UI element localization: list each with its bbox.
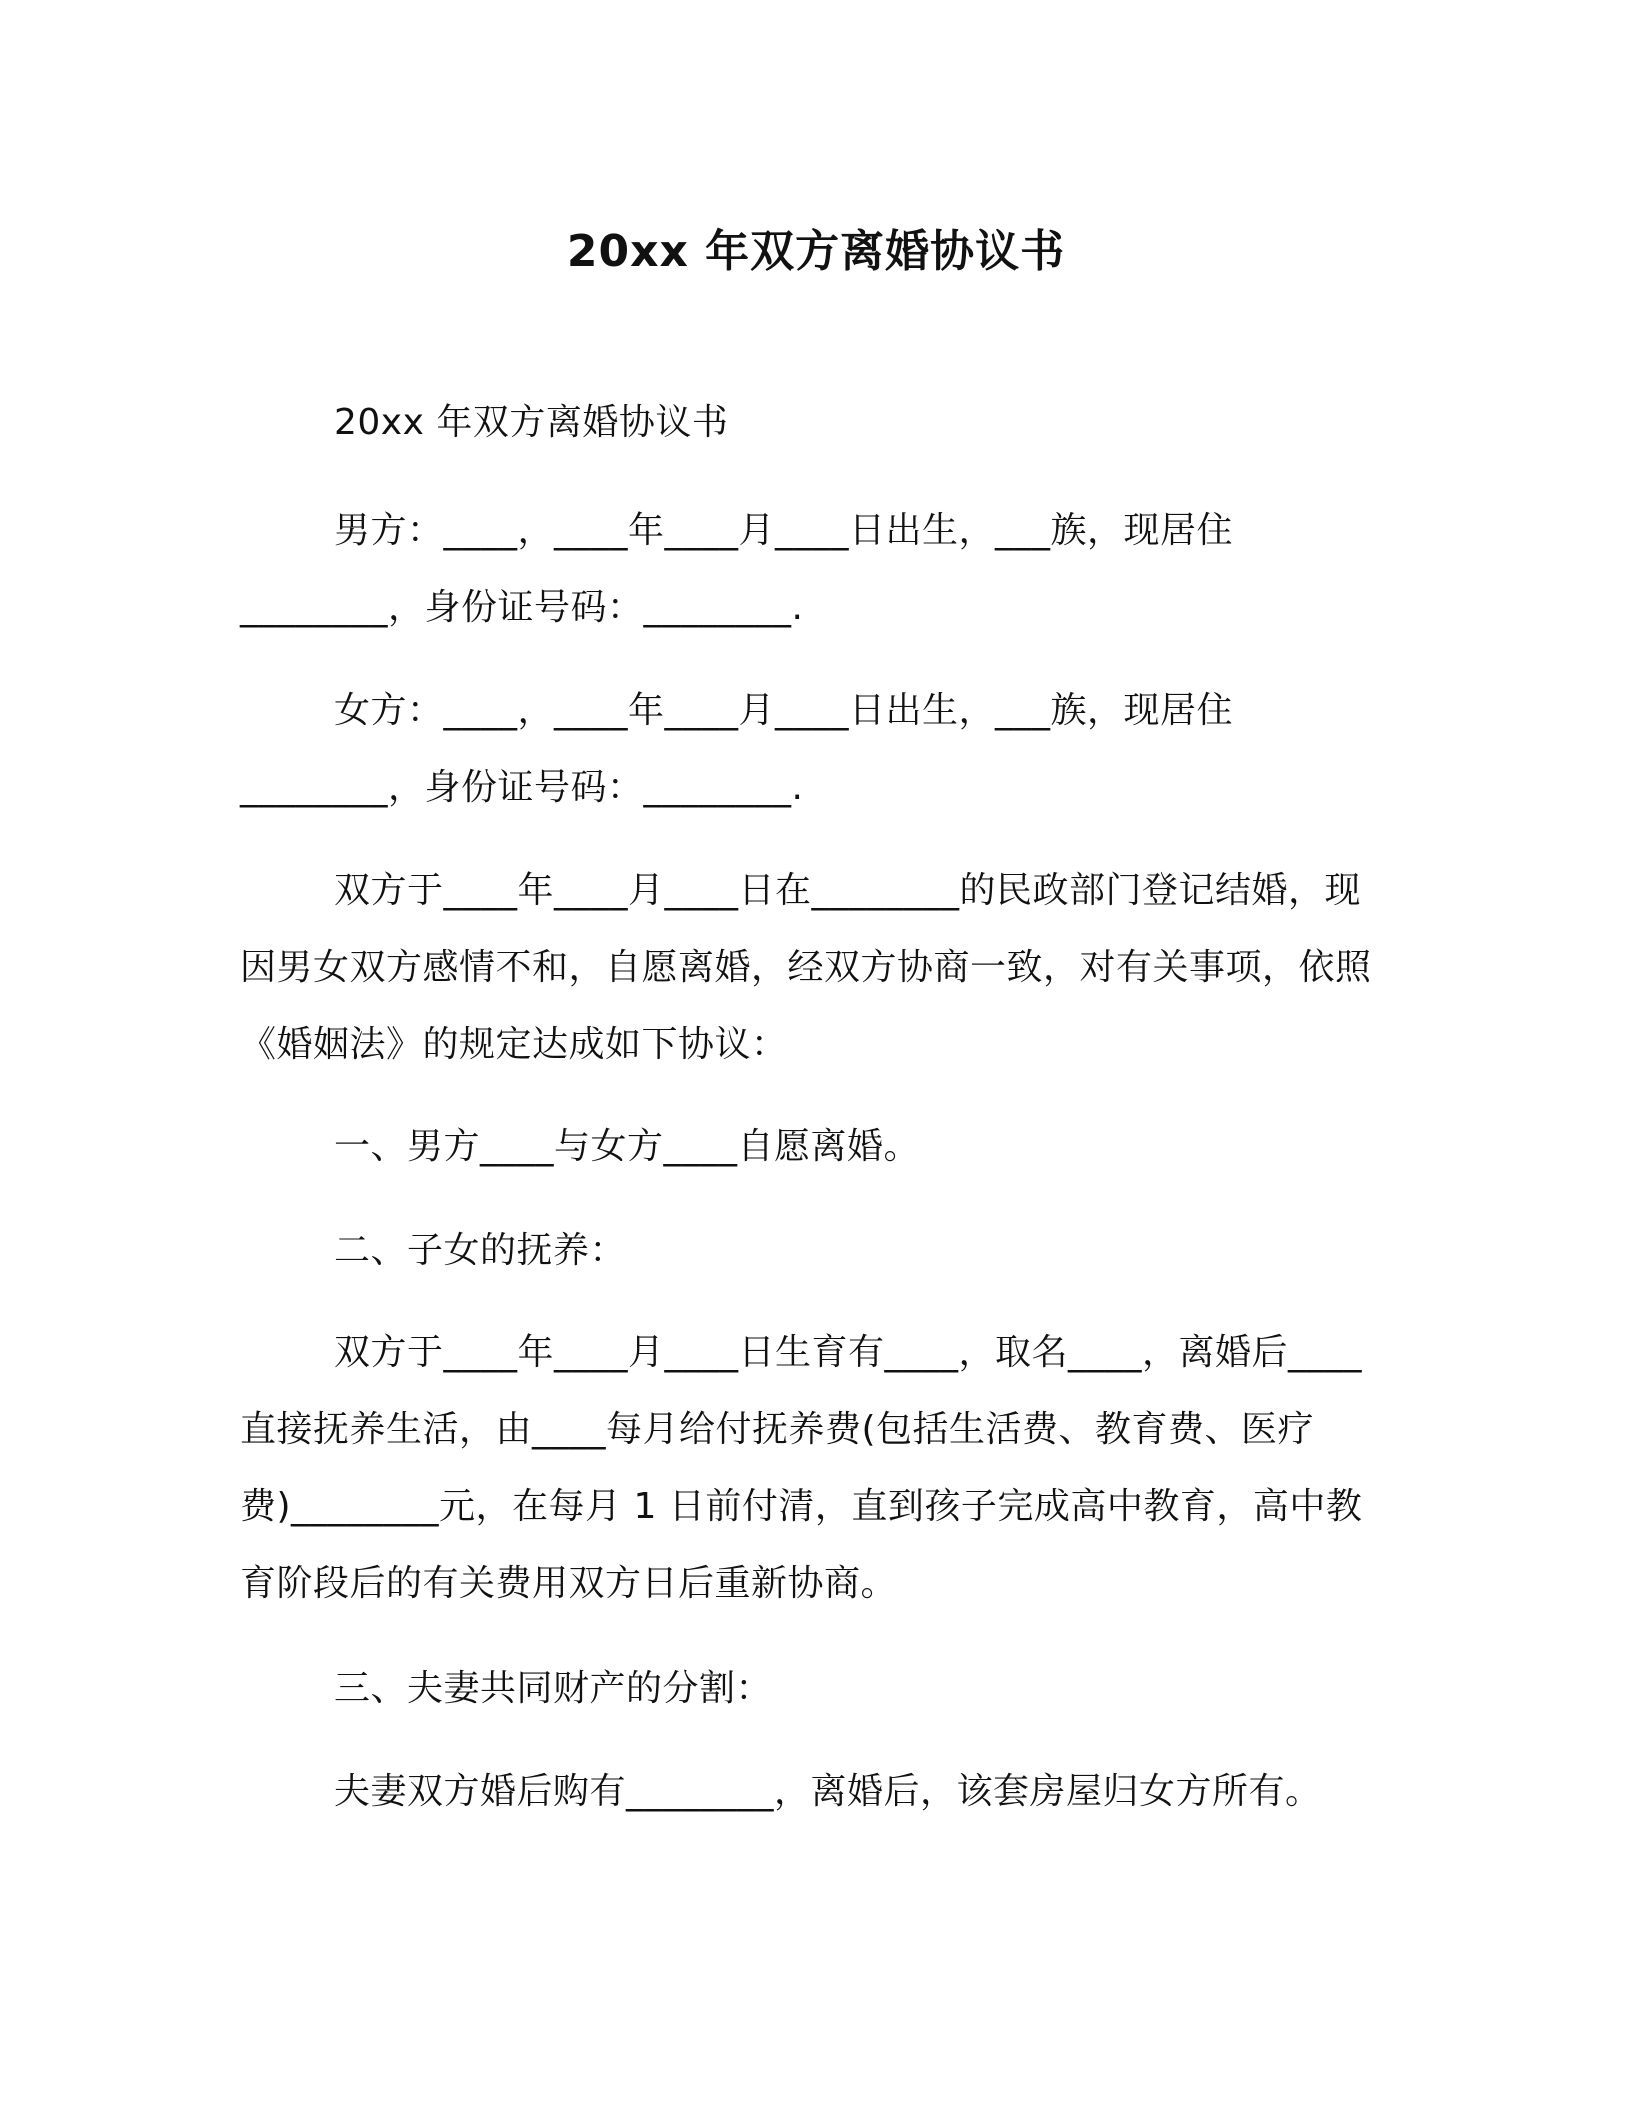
property-division-paragraph: 夫妻双方婚后购有________，离婚后，该套房屋归女方所有。 (334, 1771, 1322, 1812)
clause-child-custody-heading: 二、子女的抚养： (334, 1230, 627, 1271)
clause-divorce-agreement: 一、男方____与女方____自愿离婚。 (334, 1126, 921, 1167)
marriage-registration-paragraph: 双方于____年____月____日在________的民政部门登记结婚，现因男女双方感情不和，自愿离婚，经双方协商一致，对有关事项，依照《婚姻法》的规定达成如下协议： (240, 870, 1372, 1065)
child-custody-paragraph: 双方于____年____月____日生育有____，取名____，离婚后____直接抚养生活，由____每月给付抚养费(包括生活费、教育费、医疗费)________元，在每月 1 日前付清，直到孩子完成高中教育，高中教育阶段后的有关费用双方日后重新协商。 (240, 1332, 1363, 1604)
clause-property-division-heading: 三、夫妻共同财产的分割： (334, 1668, 773, 1709)
female-party-paragraph: 女方：____，____年____月____日出生，___族，现居住________，身份证号码：________. (240, 690, 1234, 808)
subtitle-paragraph: 20xx 年双方离婚协议书 (334, 402, 729, 443)
document-title: 20xx 年双方离婚协议书 (566, 226, 1066, 277)
male-party-paragraph: 男方：____，____年____月____日出生，___族，现居住________，身份证号码：________. (240, 510, 1234, 628)
